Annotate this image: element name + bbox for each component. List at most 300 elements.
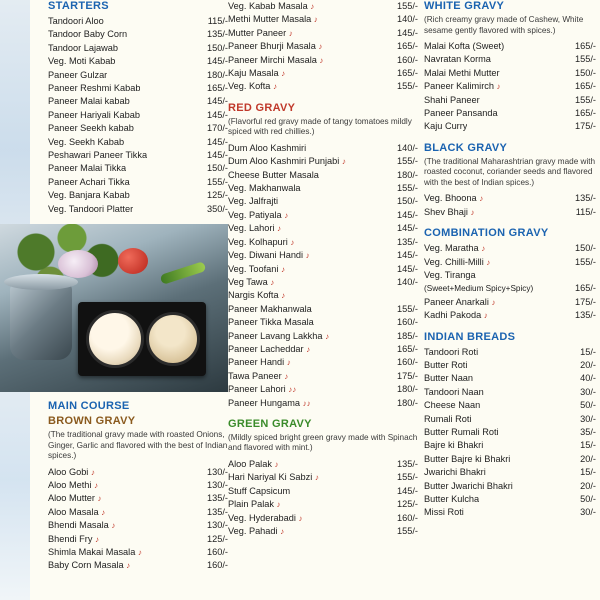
spice-marker: ♪ <box>111 521 116 531</box>
item-price: 135/- <box>207 506 228 517</box>
item-name: Jwarichi Bhakri <box>424 467 486 478</box>
spice-marker: ♪ <box>319 55 324 65</box>
menu-item <box>228 383 418 396</box>
item-price: 165/- <box>575 81 596 92</box>
item-price: 145/- <box>207 96 228 107</box>
item-name: Aloo Gobi ♪ <box>48 466 95 477</box>
item-name: Veg. Banjara Kabab <box>48 190 130 201</box>
spice-marker: ♪ <box>486 257 491 267</box>
item-name: Bajre ki Bhakri <box>424 440 484 451</box>
item-name: Veg. Tiranga <box>424 269 476 280</box>
item-name: Veg. Kabab Masala ♪ <box>228 1 315 11</box>
item-price: 50/- <box>580 400 596 411</box>
item-name: Paneer Seekh kabab <box>48 123 134 134</box>
item-name: Paneer Achari Tikka <box>48 176 130 187</box>
menu-item <box>228 169 418 182</box>
section-items-black-gravy <box>424 192 596 219</box>
menu-item <box>228 142 418 155</box>
item-price: 150/- <box>575 243 596 254</box>
section-desc-white-gravy: (Rich creamy gravy made of Cashew, White sesame gently flavored with spices.) <box>424 15 584 35</box>
onion-garnish <box>58 250 98 278</box>
menu-item-note <box>424 282 596 295</box>
menu-item <box>228 343 418 356</box>
item-price: 35/- <box>580 427 596 438</box>
item-name: Paneer Tikka Masala <box>228 317 314 328</box>
menu-item <box>48 69 228 82</box>
menu-item <box>424 80 596 93</box>
menu-item <box>48 162 228 175</box>
menu-item <box>424 439 596 452</box>
item-price: 155/- <box>397 526 418 536</box>
item-price: 155/- <box>207 176 228 187</box>
spice-marker: ♪ <box>280 264 285 274</box>
menu-item <box>48 506 228 519</box>
item-name: Dum Aloo Kashmiri Punjabi ♪ <box>228 156 346 167</box>
item-name: Kadhi Pakoda ♪ <box>424 310 488 321</box>
item-price: 170/- <box>207 123 228 134</box>
item-price: 160/- <box>397 512 418 523</box>
menu-item <box>228 525 418 538</box>
item-price: 15/- <box>580 467 596 478</box>
item-price: 165/- <box>397 343 418 354</box>
menu-item <box>48 109 228 122</box>
spice-marker: ♪ <box>470 207 475 217</box>
item-price: 135/- <box>575 193 596 204</box>
spice-marker: ♪ <box>341 157 346 167</box>
menu-item <box>424 269 596 282</box>
item-name: Nargis Kofta ♪ <box>228 290 286 301</box>
item-name: Veg. Chilli-Milli ♪ <box>424 256 491 267</box>
item-price: 145/- <box>397 250 418 261</box>
item-name: Shahi Paneer <box>424 94 480 105</box>
item-price: 175/- <box>575 121 596 132</box>
menu-item <box>228 67 418 80</box>
item-price: 145/- <box>397 485 418 496</box>
menu-item <box>48 203 228 216</box>
menu-item <box>228 0 418 13</box>
menu-item <box>228 27 418 40</box>
spice-marker: ♪ <box>288 28 293 38</box>
item-name: Butter Rumali Roti <box>424 427 499 438</box>
item-price: 125/- <box>207 533 228 544</box>
item-price: 145/- <box>207 150 228 161</box>
item-name: Veg. Toofani ♪ <box>228 263 285 274</box>
item-name: Paneer Kalimirch ♪ <box>424 81 501 92</box>
item-name: Butter Bajre ki Bhakri <box>424 453 511 464</box>
item-name: Missi Roti <box>424 507 464 518</box>
item-price: 145/- <box>397 209 418 220</box>
spice-marker: ♪ <box>314 473 319 483</box>
item-price: 125/- <box>207 190 228 201</box>
item-price: 145/- <box>207 56 228 67</box>
item-name: Paneer Mirchi Masala ♪ <box>228 54 324 65</box>
menu-item <box>48 189 228 202</box>
menu-item <box>48 136 228 149</box>
spice-marker: ♪ <box>284 210 289 220</box>
menu-item <box>424 493 596 506</box>
menu-item <box>48 15 228 28</box>
item-name: Cheese Naan <box>424 400 481 411</box>
item-price: 20/- <box>580 453 596 464</box>
section-title-brown-gravy: BROWN GRAVY <box>48 415 136 428</box>
item-price: 135/- <box>207 493 228 504</box>
menu-item <box>424 346 596 359</box>
item-price: 150/- <box>397 196 418 207</box>
menu-item <box>424 426 596 439</box>
item-price: 165/- <box>207 83 228 94</box>
item-name: Veg Tawa ♪ <box>228 276 275 287</box>
menu-item <box>48 466 228 479</box>
item-name: Veg. Hyderabadi ♪ <box>228 512 303 523</box>
item-name: Aloo Masala ♪ <box>48 506 106 517</box>
menu-item <box>48 519 228 532</box>
item-name: Paneer Pansanda <box>424 108 498 119</box>
item-name: Tandoori Naan <box>424 386 484 397</box>
item-price: 165/- <box>397 68 418 79</box>
menu-item <box>228 54 418 67</box>
menu-item <box>228 498 418 511</box>
menu-item <box>48 122 228 135</box>
item-name: Paneer Hungama ♪♪ <box>228 397 311 408</box>
item-price: 145/- <box>397 27 418 38</box>
menu-item <box>228 263 418 276</box>
item-name: Aloo Mutter ♪ <box>48 493 102 504</box>
item-price: 185/- <box>397 330 418 341</box>
menu-item <box>228 195 418 208</box>
menu-item <box>228 397 418 410</box>
item-name: (Sweet+Medium Spicy+Spicy) <box>424 284 534 294</box>
section-title-combination-gravy: COMBINATION GRAVY <box>424 227 549 240</box>
menu-item <box>424 309 596 322</box>
section-desc-black-gravy: (The traditional Maharashtrian gravy made with roasted coconut, coriander seeds and flavored with the best of Indian spices.) <box>424 156 596 187</box>
menu-item <box>424 399 596 412</box>
item-price: 145/- <box>397 223 418 234</box>
item-price: 180/- <box>207 69 228 80</box>
menu-item <box>228 155 418 168</box>
section-desc-green-gravy: (Mildly spiced bright green gravy made with Spinach and flavored with mint.) <box>228 432 418 453</box>
item-price: 165/- <box>575 108 596 119</box>
menu-item <box>424 120 596 133</box>
menu-item <box>424 372 596 385</box>
menu-item <box>48 28 228 41</box>
menu-item <box>48 82 228 95</box>
item-name: Baby Corn Masala ♪ <box>48 560 131 571</box>
section-items-starters <box>48 15 228 216</box>
item-name: Veg. Moti Kabab <box>48 56 116 67</box>
item-name: Bhendi Fry ♪ <box>48 533 99 544</box>
section-items-indian-breads <box>424 346 596 520</box>
item-price: 165/- <box>575 283 596 294</box>
menu-item <box>424 506 596 519</box>
item-name: Tandoor Baby Corn <box>48 29 128 40</box>
spice-marker: ♪ <box>101 507 106 517</box>
menu-item <box>424 242 596 255</box>
item-price: 155/- <box>397 156 418 167</box>
menu-item <box>228 80 418 93</box>
menu-item <box>228 303 418 316</box>
item-price: 30/- <box>580 386 596 397</box>
spice-marker: ♪ <box>281 69 286 79</box>
item-price: 350/- <box>207 203 228 214</box>
item-name: Veg. Seekh Kabab <box>48 136 125 147</box>
item-name: Paneer Bhurji Masala ♪ <box>228 41 323 52</box>
menu-item <box>424 107 596 120</box>
item-price: 130/- <box>207 480 228 490</box>
menu-item <box>48 149 228 162</box>
spice-marker: ♪ <box>290 237 295 247</box>
section-items-red-gravy <box>228 142 418 410</box>
spice-marker: ♪ <box>95 534 99 544</box>
item-name: Butter Jwarichi Bhakri <box>424 480 513 491</box>
menu-item <box>424 413 596 426</box>
menu-item <box>48 533 228 546</box>
item-price: 155/- <box>575 94 596 105</box>
menu-item <box>228 276 418 289</box>
menu-item <box>228 330 418 343</box>
menu-item <box>424 256 596 269</box>
spice-marker: ♪ <box>491 297 496 307</box>
item-name: Navratan Korma <box>424 54 491 65</box>
section-title-red-gravy: RED GRAVY <box>228 101 296 114</box>
item-price: 135/- <box>397 458 418 469</box>
menu-column-3 <box>424 0 596 528</box>
item-name: Kaju Masala ♪ <box>228 68 286 79</box>
item-name: Peshawari Paneer Tikka <box>48 150 148 161</box>
menu-item <box>424 480 596 493</box>
item-name: Paneer Reshmi Kabab <box>48 83 141 94</box>
item-price: 145/- <box>207 136 228 147</box>
item-price: 20/- <box>580 360 596 370</box>
item-price: 20/- <box>580 480 596 491</box>
item-name: Cheese Butter Masala <box>228 169 319 180</box>
spice-marker: ♪ <box>483 311 488 321</box>
item-name: Methi Mutter Masala ♪ <box>228 14 318 25</box>
spice-marker: ♪ <box>90 467 95 477</box>
spice-marker: ♪ <box>305 251 310 261</box>
item-price: 155/- <box>397 81 418 92</box>
item-name: Plain Palak ♪ <box>228 499 281 510</box>
item-name: Paneer Hariyali Kabab <box>48 109 140 120</box>
item-name: Butter Roti <box>424 360 468 370</box>
spice-marker: ♪ <box>325 331 330 341</box>
item-price: 160/- <box>397 317 418 328</box>
menu-item <box>424 453 596 466</box>
section-title-main-course: MAIN COURSE <box>48 400 130 413</box>
item-name: Dum Aloo Kashmiri <box>228 142 307 153</box>
spice-marker: ♪ <box>274 459 279 469</box>
item-name: Veg. Patiyala ♪ <box>228 209 289 220</box>
spice-marker: ♪ <box>126 561 131 571</box>
spice-marker: ♪ <box>277 224 282 234</box>
item-name: Veg. Jalfrajti <box>228 196 279 207</box>
item-name: Veg. Pahadi ♪ <box>228 526 285 536</box>
menu-item <box>48 479 228 492</box>
spice-marker: ♪ <box>284 371 289 381</box>
section-title-starters: STARTERS <box>48 0 109 12</box>
item-name: Paneer Makhanwala <box>228 303 312 314</box>
chili-garnish <box>160 261 207 285</box>
item-price: 160/- <box>207 547 228 558</box>
item-name: Shimla Makai Masala ♪ <box>48 547 142 558</box>
item-name: Butter Kulcha <box>424 494 480 505</box>
item-name: Tawa Paneer ♪ <box>228 370 289 381</box>
menu-item <box>424 296 596 309</box>
food-photo <box>0 224 228 392</box>
serving-pot <box>10 282 72 360</box>
item-name: Tandoori Roti <box>424 346 479 357</box>
spice-marker: ♪ <box>281 291 286 301</box>
spice-marker: ♪ <box>93 481 98 490</box>
menu-item <box>424 53 596 66</box>
item-name: Veg. Kolhapuri ♪ <box>228 236 295 247</box>
item-price: 180/- <box>397 169 418 180</box>
item-name: Malai Kofta (Sweet) <box>424 41 505 51</box>
item-name: Veg. Diwani Handi ♪ <box>228 250 310 261</box>
item-price: 140/- <box>397 276 418 287</box>
item-price: 150/- <box>575 67 596 78</box>
menu-item <box>228 458 418 471</box>
item-price: 150/- <box>207 163 228 174</box>
item-price: 115/- <box>575 206 596 217</box>
menu-item <box>424 192 596 205</box>
spice-marker: ♪ <box>306 344 311 354</box>
item-name: Veg. Maratha ♪ <box>424 243 486 254</box>
item-name: Paneer Malai kabab <box>48 96 130 107</box>
menu-item <box>228 13 418 26</box>
section-desc-red-gravy: (Flavorful red gravy made of tangy tomatoes mildly spiced with red chillies.) <box>228 116 412 137</box>
menu-column-1 <box>48 0 228 581</box>
item-price: 180/- <box>397 384 418 395</box>
item-price: 30/- <box>580 507 596 518</box>
spice-marker: ♪ <box>298 513 303 523</box>
item-price: 130/- <box>207 520 228 531</box>
section-title-indian-breads: INDIAN BREADS <box>424 330 516 343</box>
item-name: Paneer Anarkali ♪ <box>424 296 496 307</box>
menu-item <box>424 466 596 479</box>
tomato-garnish <box>118 248 148 274</box>
item-name: Shev Bhaji ♪ <box>424 206 475 217</box>
section-title-white-gravy: WHITE GRAVY <box>424 0 505 12</box>
item-name: Paneer Handi ♪ <box>228 357 291 368</box>
item-price: 155/- <box>397 472 418 483</box>
item-price: 155/- <box>397 183 418 194</box>
spice-marker: ♪ <box>313 15 318 25</box>
item-price: 130/- <box>207 466 228 477</box>
item-name: Bhendi Masala ♪ <box>48 520 116 531</box>
menu-item <box>424 359 596 372</box>
menu-item <box>48 42 228 55</box>
item-name: Veg. Tandoori Platter <box>48 203 134 214</box>
spice-marker: ♪ <box>276 500 281 510</box>
spice-marker: ♪ <box>481 244 486 254</box>
item-price: 125/- <box>397 499 418 510</box>
menu-item <box>424 67 596 80</box>
item-name: Paneer Lahori ♪♪ <box>228 384 297 395</box>
item-name: Aloo Methi ♪ <box>48 480 98 490</box>
menu-item <box>48 55 228 68</box>
menu-item <box>228 236 418 249</box>
menu-item <box>228 249 418 262</box>
menu-item <box>228 222 418 235</box>
item-name: Veg. Makhanwala <box>228 183 301 194</box>
item-name: Butter Naan <box>424 373 474 384</box>
item-name: Kaju Curry <box>424 121 468 132</box>
spice-marker: ♪ <box>318 42 323 52</box>
item-price: 160/- <box>207 560 228 571</box>
item-name: Paneer Lavang Lakkha ♪ <box>228 330 330 341</box>
menu-item <box>424 206 596 219</box>
item-price: 160/- <box>397 357 418 368</box>
section-items-white-gravy <box>424 40 596 134</box>
item-name: Tandoori Aloo <box>48 16 104 26</box>
item-name: Malai Methi Mutter <box>424 67 500 78</box>
item-name: Tandoor Lajawab <box>48 42 118 53</box>
item-price: 135/- <box>207 29 228 40</box>
menu-item <box>228 209 418 222</box>
item-price: 135/- <box>575 310 596 321</box>
item-price: 150/- <box>207 42 228 53</box>
item-price: 155/- <box>397 303 418 314</box>
curry-bowl-one <box>86 310 144 368</box>
item-price: 140/- <box>397 142 418 153</box>
item-price: 30/- <box>580 413 596 424</box>
item-price: 145/- <box>207 109 228 120</box>
item-name: Paneer Lacheddar ♪ <box>228 343 311 354</box>
spice-marker: ♪ <box>310 2 315 11</box>
menu-item <box>48 546 228 559</box>
curry-bowl-two <box>146 312 200 366</box>
item-price: 135/- <box>397 236 418 247</box>
spice-marker: ♪ <box>272 82 277 92</box>
item-name: Hari Nariyal Ki Sabzi ♪ <box>228 472 319 483</box>
item-price: 140/- <box>397 14 418 25</box>
item-price: 180/- <box>397 397 418 408</box>
menu-item <box>228 485 418 498</box>
item-name: Veg. Kofta ♪ <box>228 81 277 92</box>
menu-item <box>228 289 418 302</box>
menu-item <box>48 95 228 108</box>
item-name: Paneer Malai Tikka <box>48 163 127 174</box>
item-price: 160/- <box>397 54 418 65</box>
item-price: 145/- <box>397 263 418 274</box>
menu-item <box>228 316 418 329</box>
menu-item <box>424 40 596 53</box>
section-items-brown-gravy-continued <box>228 0 418 94</box>
section-items-brown-gravy <box>48 466 228 573</box>
menu-item <box>228 370 418 383</box>
item-name: Paneer Gulzar <box>48 69 108 80</box>
menu-item <box>48 559 228 572</box>
item-price: 155/- <box>397 1 418 11</box>
item-name: Stuff Capsicum <box>228 485 291 496</box>
item-price: 115/- <box>207 16 228 26</box>
item-name: Rumali Roti <box>424 413 472 424</box>
section-items-combination-gravy <box>424 242 596 322</box>
item-price: 165/- <box>575 41 596 51</box>
spice-marker: ♪ <box>137 548 142 558</box>
item-price: 15/- <box>580 346 596 357</box>
spice-marker: ♪ <box>286 358 291 368</box>
menu-column-2 <box>228 0 418 546</box>
section-desc-brown-gravy: (The traditional gravy made with roasted Onions, Ginger, Garlic and flavored with the best of Indian spices.) <box>48 430 228 461</box>
menu-item <box>228 356 418 369</box>
menu-item <box>48 492 228 505</box>
item-price: 40/- <box>580 373 596 384</box>
menu-item <box>228 40 418 53</box>
spice-marker: ♪ <box>97 494 102 504</box>
item-price: 175/- <box>575 296 596 307</box>
spice-marker: ♪ <box>496 82 501 92</box>
